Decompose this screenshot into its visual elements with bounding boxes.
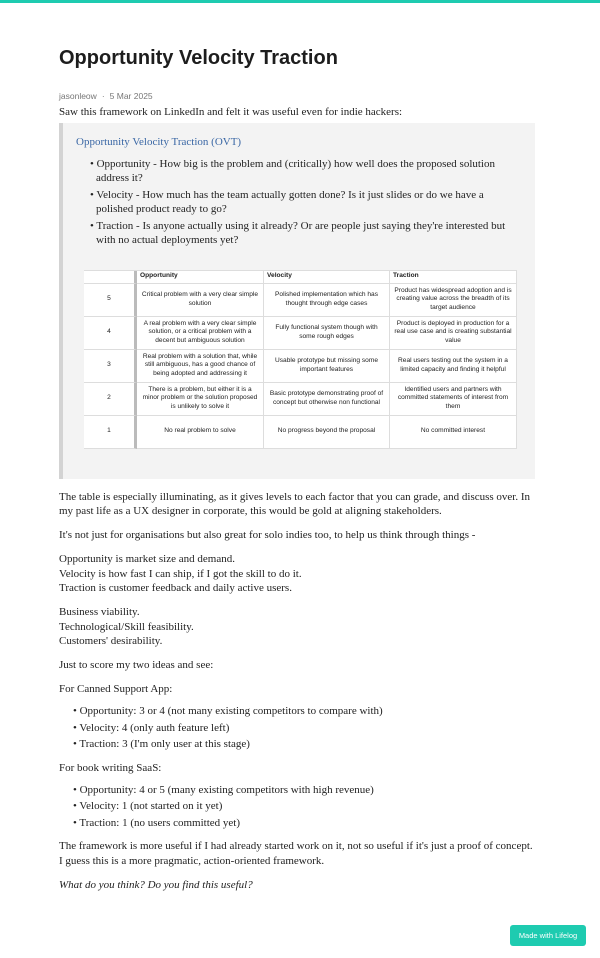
idea1-list <box>73 704 535 752</box>
table-cell: No committed interest <box>390 416 517 449</box>
table-level: 1 <box>84 416 137 449</box>
table-level: 3 <box>84 350 137 383</box>
list-item: • Traction: 1 (no users committed yet) <box>73 816 535 831</box>
table-cell: Basic prototype demonstrating proof of concept but otherwise non functional <box>264 383 390 416</box>
made-with-lifelog-button[interactable]: Made with Lifelog <box>510 925 586 946</box>
table-cell: No progress beyond the proposal <box>264 416 390 449</box>
quote-title-link[interactable]: Opportunity Velocity Traction (OVT) <box>76 135 242 148</box>
line: Opportunity is market size and demand. <box>59 553 235 565</box>
paragraph: Just to score my two ideas and see: <box>59 659 214 671</box>
list-item: • Opportunity: 4 or 5 (many existing competitors with high revenue) <box>73 783 535 798</box>
list-item: • Opportunity: 3 or 4 (not many existing competitors to compare with) <box>73 704 535 719</box>
table-cell: Usable prototype but missing some important features <box>264 350 390 383</box>
meta-separator: · <box>101 91 105 101</box>
paragraph: The framework is more useful if I had already started work on it, not so useful if it's just a proof of concept. I guess this is a more pragmatic, action-oriented framework. <box>59 840 533 867</box>
table-level: 2 <box>84 383 137 416</box>
table-level: 4 <box>84 317 137 350</box>
table-header: Velocity <box>264 271 390 284</box>
idea2-list <box>73 783 535 831</box>
line: Traction is customer feedback and daily active users. <box>59 582 292 594</box>
table-cell: Critical problem with a very clear simple solution <box>137 284 264 317</box>
table-cell: A real problem with a very clear simple solution, or a critical problem with a decent but ambiguous solution <box>137 317 264 350</box>
table-header: Traction <box>390 271 517 284</box>
page-title: Opportunity Velocity Traction <box>59 47 338 69</box>
list-item: • Velocity: 4 (only auth feature left) <box>73 721 535 736</box>
post-meta <box>59 90 535 102</box>
closing-question: What do you think? Do you find this useful? <box>59 878 253 891</box>
line: Velocity is how fast I can ship, if I got the skill to do it. <box>59 567 302 580</box>
post-body <box>59 490 535 893</box>
paragraph: The table is especially illuminating, as it gives levels to each factor that you can grade, and discuss over. In my past life as a UX designer in corporate, this would be gold at aligning stakeholders. <box>59 490 531 517</box>
table-level: 5 <box>84 284 137 317</box>
table-cell: Real users testing out the system in a limited capacity and finding it helpful <box>390 350 517 383</box>
top-accent-bar <box>0 0 600 3</box>
paragraph <box>59 552 535 596</box>
blockquote <box>59 123 535 479</box>
paragraph: For Canned Support App: <box>59 683 173 695</box>
paragraph: For book writing SaaS: <box>59 761 162 774</box>
line: Business viability. <box>59 606 140 618</box>
table-cell: Product has widespread adoption and is creating value across the breadth of its target audience <box>390 284 517 317</box>
quote-bullet: • Velocity - How much has the team actually gotten done? Is it just slides or do we have a polished product ready to go? <box>90 188 521 217</box>
table-cell: Identified users and partners with committed statements of interest from them <box>390 383 517 416</box>
quote-bullets <box>90 157 521 248</box>
paragraph: It's not just for organisations but also great for solo indies too, to help us think through things - <box>59 529 476 541</box>
table-header <box>84 271 137 284</box>
line: Technological/Skill feasibility. <box>59 620 194 633</box>
quote-bullet: • Opportunity - How big is the problem and (critically) how well does the proposed solution address it? <box>90 157 521 186</box>
table-cell: Product is deployed in production for a real use case and is creating substantial value <box>390 317 517 350</box>
quote-bullet: • Traction - Is anyone actually using it already? Or are people just saying they're interested but with no actual deployments yet? <box>90 219 521 248</box>
table-header: Opportunity <box>137 271 264 284</box>
table-cell: Real problem with a solution that, while still ambiguous, has a good chance of being adopted and addressing it <box>137 350 264 383</box>
list-item: • Velocity: 1 (not started on it yet) <box>73 799 535 814</box>
paragraph <box>59 605 535 649</box>
ovt-table-image <box>84 270 517 449</box>
list-item: • Traction: 3 (I'm only user at this stage) <box>73 737 535 752</box>
line: Customers' desirability. <box>59 635 163 647</box>
post <box>59 44 535 902</box>
table-cell: Fully functional system though with some rough edges <box>264 317 390 350</box>
intro-text: Saw this framework on LinkedIn and felt it was useful even for indie hackers: <box>59 106 403 118</box>
table-cell: Polished implementation which has thought through edge cases <box>264 284 390 317</box>
table-cell: There is a problem, but either it is a minor problem or the solution proposed is unlikely to solve it <box>137 383 264 416</box>
post-date: 5 Mar 2025 <box>109 91 153 101</box>
table-cell: No real problem to solve <box>137 416 264 449</box>
author-link[interactable]: jasonleow <box>59 91 97 101</box>
